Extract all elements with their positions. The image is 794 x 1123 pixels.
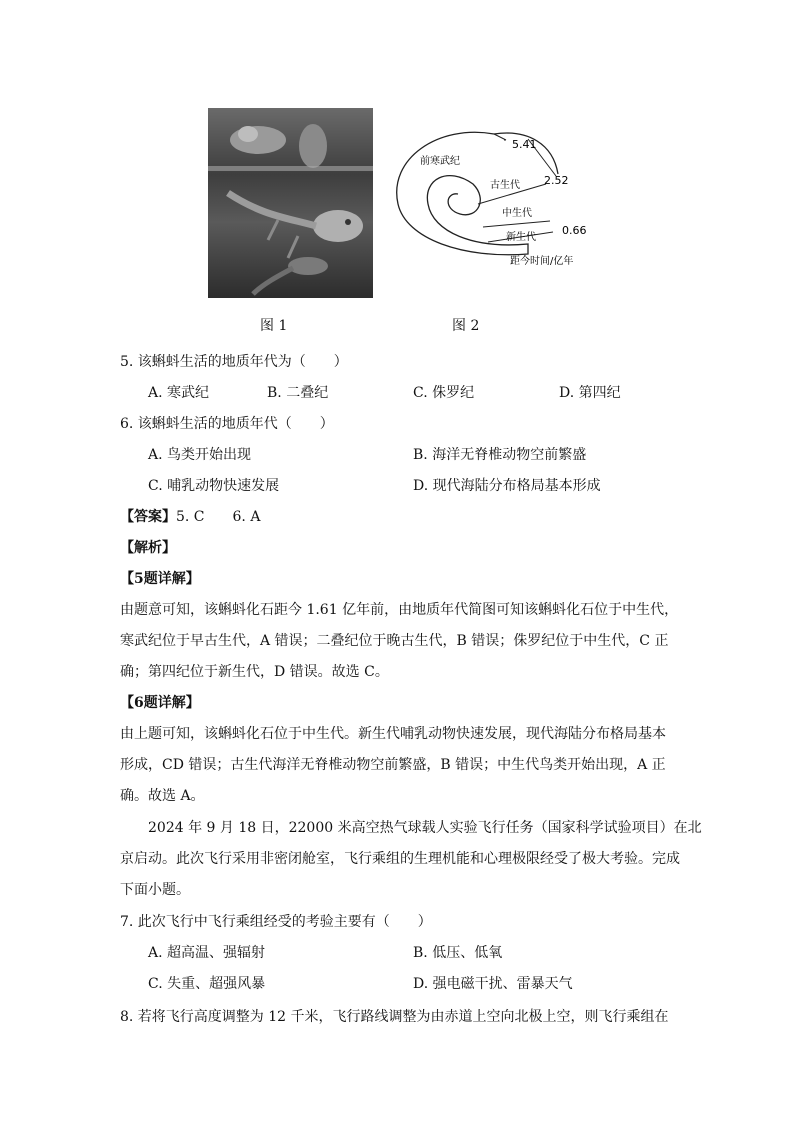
q6-option-a: A. 鸟类开始出现 bbox=[148, 447, 252, 463]
answer-label: 【答案】 bbox=[120, 509, 176, 525]
passage-line: 2024 年 9 月 18 日，22000 米高空热气球载人实验飞行任务（国家科学试验项目）在北 bbox=[148, 820, 702, 836]
q5-detail-line: 寒武纪位于早古生代，A 错误；二叠纪位于晚古生代，B 错误；侏罗纪位于中生代，C 正 bbox=[120, 633, 669, 649]
q7-option-c: C. 失重、超强风暴 bbox=[148, 976, 266, 992]
q5-option-c: C. 侏罗纪 bbox=[413, 385, 475, 401]
q6-detail-line: 确。故选 A。 bbox=[120, 788, 205, 804]
analysis-label: 【解析】 bbox=[120, 540, 176, 556]
answer-text: 5. C 6. A bbox=[176, 509, 261, 525]
q5-detail-line: 确；第四纪位于新生代，D 错误。故选 C。 bbox=[120, 664, 389, 680]
passage-line: 京启动。此次飞行采用非密闭舱室，飞行乘组的生理机能和心理极限经受了极大考验。完成 bbox=[120, 851, 680, 867]
q6-option-b: B. 海洋无脊椎动物空前繁盛 bbox=[413, 447, 587, 463]
q6-detail-title: 【6题详解】 bbox=[120, 695, 200, 711]
q6-detail-line: 由上题可知，该蝌蚪化石位于中生代。新生代哺乳动物快速发展，现代海陆分布格局基本 bbox=[120, 726, 666, 742]
q5-option-b: B. 二叠纪 bbox=[267, 385, 329, 401]
spiral-era-label: 古生代 bbox=[490, 180, 520, 191]
q6-stem: 6. 该蝌蚪生活的地质年代（ ） bbox=[120, 416, 334, 432]
q7-stem: 7. 此次飞行中飞行乘组经受的考验主要有（ ） bbox=[120, 914, 432, 930]
answer-line bbox=[120, 507, 260, 527]
spiral-axis-label: 距今时间/亿年 bbox=[510, 256, 574, 267]
q5-option-a: A. 寒武纪 bbox=[148, 385, 210, 401]
passage-line: 下面小题。 bbox=[120, 882, 190, 898]
spiral-era-label: 前寒武纪 bbox=[420, 156, 460, 167]
spiral-value: 2.52 bbox=[544, 174, 569, 187]
spiral-value: 0.66 bbox=[562, 224, 587, 237]
q7-option-b: B. 低压、低氧 bbox=[413, 945, 503, 961]
spiral-era-label: 新生代 bbox=[506, 232, 536, 243]
q5-option-d: D. 第四纪 bbox=[559, 385, 621, 401]
spiral-value: 5.41 bbox=[512, 138, 537, 151]
figure-1-caption: 图 1 bbox=[260, 318, 288, 334]
figure-2-caption: 图 2 bbox=[452, 318, 480, 334]
q8-stem: 8. 若将飞行高度调整为 12 千米，飞行路线调整为由赤道上空向北极上空，则飞行乘组在 bbox=[120, 1009, 669, 1025]
q5-detail-line: 由题意可知，该蝌蚪化石距今 1.61 亿年前，由地质年代简图可知该蝌蚪化石位于中生代， bbox=[120, 602, 679, 618]
q5-stem: 5. 该蝌蚪生活的地质年代为（ ） bbox=[120, 354, 348, 370]
q7-option-a: A. 超高温、强辐射 bbox=[148, 945, 266, 961]
q6-detail-line: 形成，CD 错误；古生代海洋无脊椎动物空前繁盛，B 错误；中生代鸟类开始出现，A 正 bbox=[120, 757, 666, 773]
q6-option-d: D. 现代海陆分布格局基本形成 bbox=[413, 478, 601, 494]
q7-option-d: D. 强电磁干扰、雷暴天气 bbox=[413, 976, 573, 992]
tadpole-fossil-photo bbox=[208, 108, 373, 298]
q5-detail-title: 【5题详解】 bbox=[120, 571, 200, 587]
spiral-era-label: 中生代 bbox=[502, 208, 532, 219]
q6-option-c: C. 哺乳动物快速发展 bbox=[148, 478, 280, 494]
geologic-time-spiral bbox=[378, 104, 608, 276]
